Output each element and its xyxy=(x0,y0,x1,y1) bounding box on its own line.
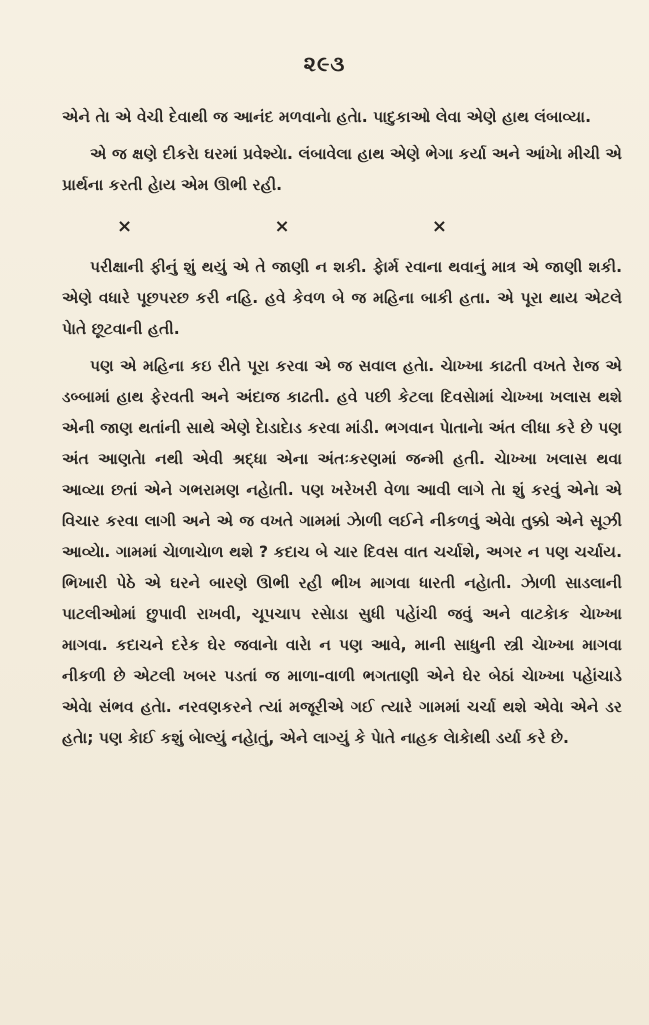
paragraph-2: એ જ ક્ષણે દીકરેા ઘરમાં પ્રવેશ્યેા. લંબાવેલા હાથ એણે ભેગા કર્યા અને આંખેા મીચી એ પ્રાર્થના કરતી હેાય એમ ઊભી રહી. xyxy=(62,145,622,194)
page-number: ૨૯૩ xyxy=(303,52,346,76)
body-text xyxy=(62,102,622,754)
separator-mark-2: × xyxy=(274,216,290,237)
paragraph-4: પણ એ મહિના કઇ રીતે પૂરા કરવા એ જ સવાલ હતેા. ચેાખ્ખા કાઢતી વખતે રેાજ એ ડબ્બામાં હાથ ફેરવતી અને અંદાજ કાઢતી. હવે પછી કેટલા દિવસેામાં ચેાખ્ખા ખલાસ થશે એની જાણ થતાંની સાથે એણે દેાડાદેાડ કરવા માંડી. ભગવાન પેાતાનેા અંત લીધા કરે છે પણ અંત આણતેા નથી એવી શ્રદ્ધા એના અંતઃકરણમાં જન્મી હતી. ચેાખ્ખા ખલાસ થવા આવ્યા છતાં એને ગભરામણ નહેાતી. પણ ખરેખરી વેળા આવી લાગે તેા શું કરવું એનેા એ વિચાર કરવા લાગી અને એ જ વખતે ગામમાં ઝેાળી લઈને નીકળવું એવેા તુક્કો એને સૂઝી આવ્યેા. ગામમાં ચેાળાચેાળ થશે ? કદાચ બે ચાર દિવસ વાત ચર્ચાશે, અગર ન પણ ચર્ચાય. ભિખારી પેઠે એ ઘરને બારણે ઊભી રહી ભીખ માગવા ધારતી નહેાતી. ઝેાળી સાડલાની પાટલીઓમાં છુપાવી રાખવી, ચૂપચાપ રસેાડા સુધી પહેાંચી જવું અને વાટકેાક ચેાખ્ખા માગવા. કદાચને દરેક ઘેર જવાનેા વારેા ન પણ આવે, માની સાધુની સ્ત્રી ચેાખ્ખા માગવા નીકળી છે એટલી ખબર પડતાં જ માળા-વાળી ભગતાણી એને ઘેર બેઠાં ચેાખ્ખા પહેાંચાડે એવેા સંભવ હતેા. નરવણકરને ત્યાં મજૂરીએ ગઈ ત્યારે ગામમાં ચર્ચા થશે એવેા એને ડર હતેા; પણ કેાઈ કશું બેાલ્યું નહેાતું, એને લાગ્યું કે પેાતે નાહક લેાકેાથી ડર્યા કરે છે. xyxy=(62,357,622,747)
section-separator xyxy=(117,211,447,242)
paragraph-1: એને તેા એ વેચી દેવાથી જ આનંદ મળવાનેા હતેા. પાદુકાઓ લેવા એણે હાથ લંબાવ્યા. xyxy=(62,108,592,126)
paragraph-3: પરીક્ષાની ફીનું શું થયું એ તે જાણી ન શકી. ફેાર્મ રવાના થવાનું માત્ર એ જાણી શકી. એણે વધારે પૂછપરછ કરી નહિ. હવે કેવળ બે જ મહિના બાકી હતા. એ પૂરા થાય એટલે પેાતે છૂટવાની હતી. xyxy=(62,258,622,338)
separator-mark-1: × xyxy=(117,216,133,237)
separator-mark-3: × xyxy=(431,216,447,237)
